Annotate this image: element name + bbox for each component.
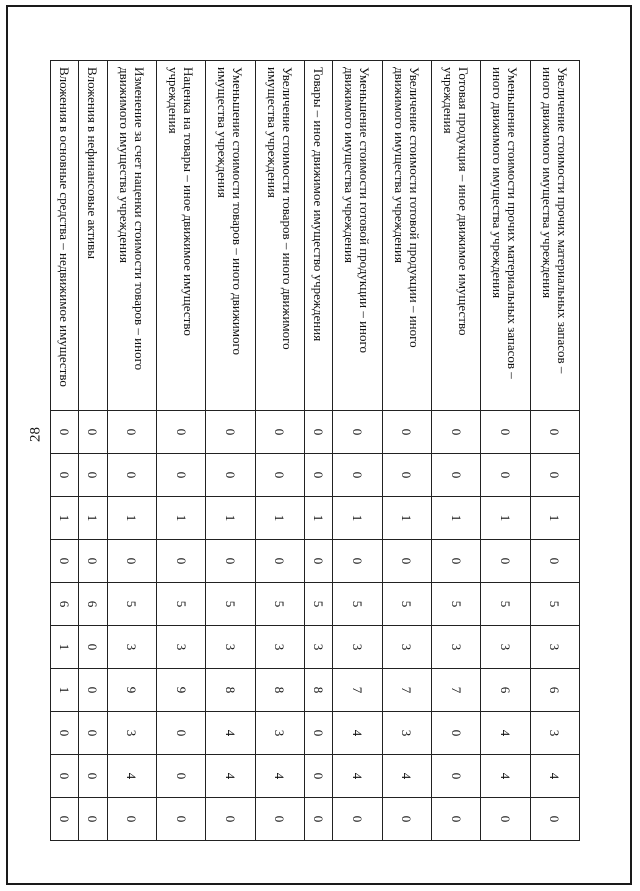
code-digit-cell: 7	[333, 669, 382, 712]
code-digit-cell: 9	[156, 669, 205, 712]
table-row	[431, 61, 480, 841]
code-digit-cell: 0	[305, 411, 333, 454]
code-digit-cell: 0	[305, 454, 333, 497]
code-digit-cell: 8	[255, 669, 304, 712]
code-digit-cell: 6	[481, 669, 530, 712]
code-digit-cell: 3	[305, 626, 333, 669]
code-digit-cell: 7	[431, 669, 480, 712]
row-label: Уменьшение стоимости товаров – иного движимого имущества учреждения	[206, 61, 255, 411]
code-digit-cell: 0	[530, 798, 579, 841]
code-digit-cell: 1	[431, 497, 480, 540]
code-digit-cell: 1	[255, 497, 304, 540]
table-row	[51, 61, 79, 841]
row-label: Увеличение стоимости прочих материальных запасов – иного движимого имущества учреждения	[530, 61, 579, 411]
code-digit-cell: 6	[530, 669, 579, 712]
code-digit-cell: 5	[156, 583, 205, 626]
code-digit-cell: 3	[333, 626, 382, 669]
code-digit-cell: 0	[79, 755, 107, 798]
code-digit-cell: 0	[206, 411, 255, 454]
code-digit-cell: 3	[382, 712, 431, 755]
code-digit-cell: 4	[481, 755, 530, 798]
code-digit-cell: 0	[107, 540, 156, 583]
table-row	[107, 61, 156, 841]
code-digit-cell: 0	[79, 669, 107, 712]
code-digit-cell: 0	[51, 411, 79, 454]
row-label: Готовая продукция – иное движимое имущество учреждения	[431, 61, 480, 411]
code-digit-cell: 0	[333, 411, 382, 454]
code-digit-cell: 9	[107, 669, 156, 712]
code-digit-cell: 1	[481, 497, 530, 540]
code-digit-cell: 5	[107, 583, 156, 626]
code-digit-cell: 0	[431, 454, 480, 497]
table-body	[51, 61, 580, 841]
code-digit-cell: 3	[530, 626, 579, 669]
code-digit-cell: 4	[206, 712, 255, 755]
code-digit-cell: 8	[206, 669, 255, 712]
code-digit-cell: 0	[431, 411, 480, 454]
code-digit-cell: 0	[255, 798, 304, 841]
code-digit-cell: 0	[382, 798, 431, 841]
code-digit-cell: 0	[79, 798, 107, 841]
code-digit-cell: 0	[255, 454, 304, 497]
rotated-table-container	[50, 60, 580, 840]
code-digit-cell: 0	[530, 454, 579, 497]
code-digit-cell: 0	[431, 755, 480, 798]
code-digit-cell: 5	[255, 583, 304, 626]
table-row	[481, 61, 530, 841]
code-digit-cell: 0	[51, 798, 79, 841]
code-digit-cell: 6	[79, 583, 107, 626]
code-digit-cell: 1	[206, 497, 255, 540]
code-digit-cell: 0	[51, 454, 79, 497]
row-label: Уменьшение стоимости прочих материальных запасов – иного движимого имущества учреждения	[481, 61, 530, 411]
code-digit-cell: 0	[79, 454, 107, 497]
code-digit-cell: 4	[481, 712, 530, 755]
code-digit-cell: 4	[107, 755, 156, 798]
code-digit-cell: 7	[382, 669, 431, 712]
row-label: Вложения в основные средства – недвижимое имущество	[51, 61, 79, 411]
code-digit-cell: 0	[51, 755, 79, 798]
row-label: Наценка на товары – иное движимое имущество учреждения	[156, 61, 205, 411]
code-digit-cell: 0	[206, 454, 255, 497]
code-digit-cell: 0	[382, 454, 431, 497]
code-digit-cell: 0	[79, 712, 107, 755]
code-digit-cell: 5	[382, 583, 431, 626]
code-digit-cell: 5	[305, 583, 333, 626]
code-digit-cell: 4	[333, 712, 382, 755]
code-digit-cell: 0	[382, 411, 431, 454]
code-digit-cell: 4	[530, 755, 579, 798]
code-digit-cell: 1	[51, 497, 79, 540]
code-digit-cell: 0	[51, 712, 79, 755]
code-digit-cell: 3	[382, 626, 431, 669]
code-digit-cell: 0	[255, 411, 304, 454]
code-digit-cell: 0	[305, 712, 333, 755]
table-row	[255, 61, 304, 841]
code-digit-cell: 8	[305, 669, 333, 712]
code-digit-cell: 0	[156, 540, 205, 583]
code-digit-cell: 0	[333, 540, 382, 583]
code-digit-cell: 6	[51, 583, 79, 626]
table-row	[156, 61, 205, 841]
table-row	[333, 61, 382, 841]
table-row	[79, 61, 107, 841]
code-digit-cell: 3	[107, 626, 156, 669]
code-digit-cell: 0	[481, 540, 530, 583]
code-digit-cell: 0	[206, 798, 255, 841]
code-digit-cell: 0	[431, 540, 480, 583]
code-digit-cell: 0	[481, 798, 530, 841]
code-digit-cell: 0	[481, 454, 530, 497]
code-digit-cell: 0	[51, 540, 79, 583]
code-digit-cell: 1	[530, 497, 579, 540]
code-digit-cell: 0	[333, 454, 382, 497]
code-digit-cell: 1	[51, 669, 79, 712]
code-digit-cell: 1	[156, 497, 205, 540]
code-digit-cell: 0	[156, 755, 205, 798]
code-digit-cell: 3	[206, 626, 255, 669]
code-digit-cell: 1	[333, 497, 382, 540]
code-digit-cell: 0	[206, 540, 255, 583]
code-digit-cell: 0	[156, 411, 205, 454]
code-digit-cell: 3	[255, 626, 304, 669]
code-digit-cell: 0	[79, 411, 107, 454]
code-digit-cell: 0	[79, 540, 107, 583]
code-digit-cell: 0	[305, 540, 333, 583]
code-digit-cell: 5	[206, 583, 255, 626]
code-digit-cell: 0	[107, 798, 156, 841]
code-digit-cell: 5	[333, 583, 382, 626]
code-digit-cell: 1	[382, 497, 431, 540]
code-digit-cell: 3	[431, 626, 480, 669]
code-digit-cell: 0	[481, 411, 530, 454]
code-digit-cell: 0	[431, 798, 480, 841]
code-digit-cell: 0	[382, 540, 431, 583]
code-digit-cell: 4	[206, 755, 255, 798]
code-digit-cell: 5	[530, 583, 579, 626]
code-digit-cell: 1	[305, 497, 333, 540]
row-label: Товары – иное движимое имущество учреждения	[305, 61, 333, 411]
table-row	[382, 61, 431, 841]
row-label: Изменение за счет наценки стоимости товаров – иного движимого имущества учреждения	[107, 61, 156, 411]
code-digit-cell: 3	[530, 712, 579, 755]
code-digit-cell: 0	[530, 540, 579, 583]
row-label: Увеличение стоимости готовой продукции – иного движимого имущества учреждения	[382, 61, 431, 411]
code-digit-cell: 0	[107, 454, 156, 497]
code-digit-cell: 0	[255, 540, 304, 583]
code-digit-cell: 0	[156, 454, 205, 497]
code-digit-cell: 3	[156, 626, 205, 669]
code-digit-cell: 0	[79, 626, 107, 669]
table-row	[305, 61, 333, 841]
page-number: 28	[27, 427, 44, 442]
row-label: Увеличение стоимости товаров – иного движимого имущества учреждения	[255, 61, 304, 411]
code-digit-cell: 0	[333, 798, 382, 841]
code-digit-cell: 0	[156, 798, 205, 841]
code-digit-cell: 3	[107, 712, 156, 755]
row-label: Вложения в нефинансовые активы	[79, 61, 107, 411]
code-digit-cell: 1	[79, 497, 107, 540]
code-digit-cell: 1	[51, 626, 79, 669]
code-digit-cell: 3	[255, 712, 304, 755]
code-digit-cell: 4	[333, 755, 382, 798]
code-digit-cell: 3	[481, 626, 530, 669]
table-row	[530, 61, 579, 841]
code-digit-cell: 0	[305, 798, 333, 841]
code-digit-cell: 0	[431, 712, 480, 755]
code-digit-cell: 0	[107, 411, 156, 454]
code-digit-cell: 4	[255, 755, 304, 798]
code-digit-cell: 0	[530, 411, 579, 454]
code-digit-cell: 0	[156, 712, 205, 755]
code-digit-cell: 0	[305, 755, 333, 798]
table-row	[206, 61, 255, 841]
code-digit-cell: 1	[107, 497, 156, 540]
accounts-table	[50, 60, 580, 841]
code-digit-cell: 5	[431, 583, 480, 626]
code-digit-cell: 4	[382, 755, 431, 798]
code-digit-cell: 5	[481, 583, 530, 626]
row-label: Уменьшение стоимости готовой продукции – иного движимого имущества учреждения	[333, 61, 382, 411]
